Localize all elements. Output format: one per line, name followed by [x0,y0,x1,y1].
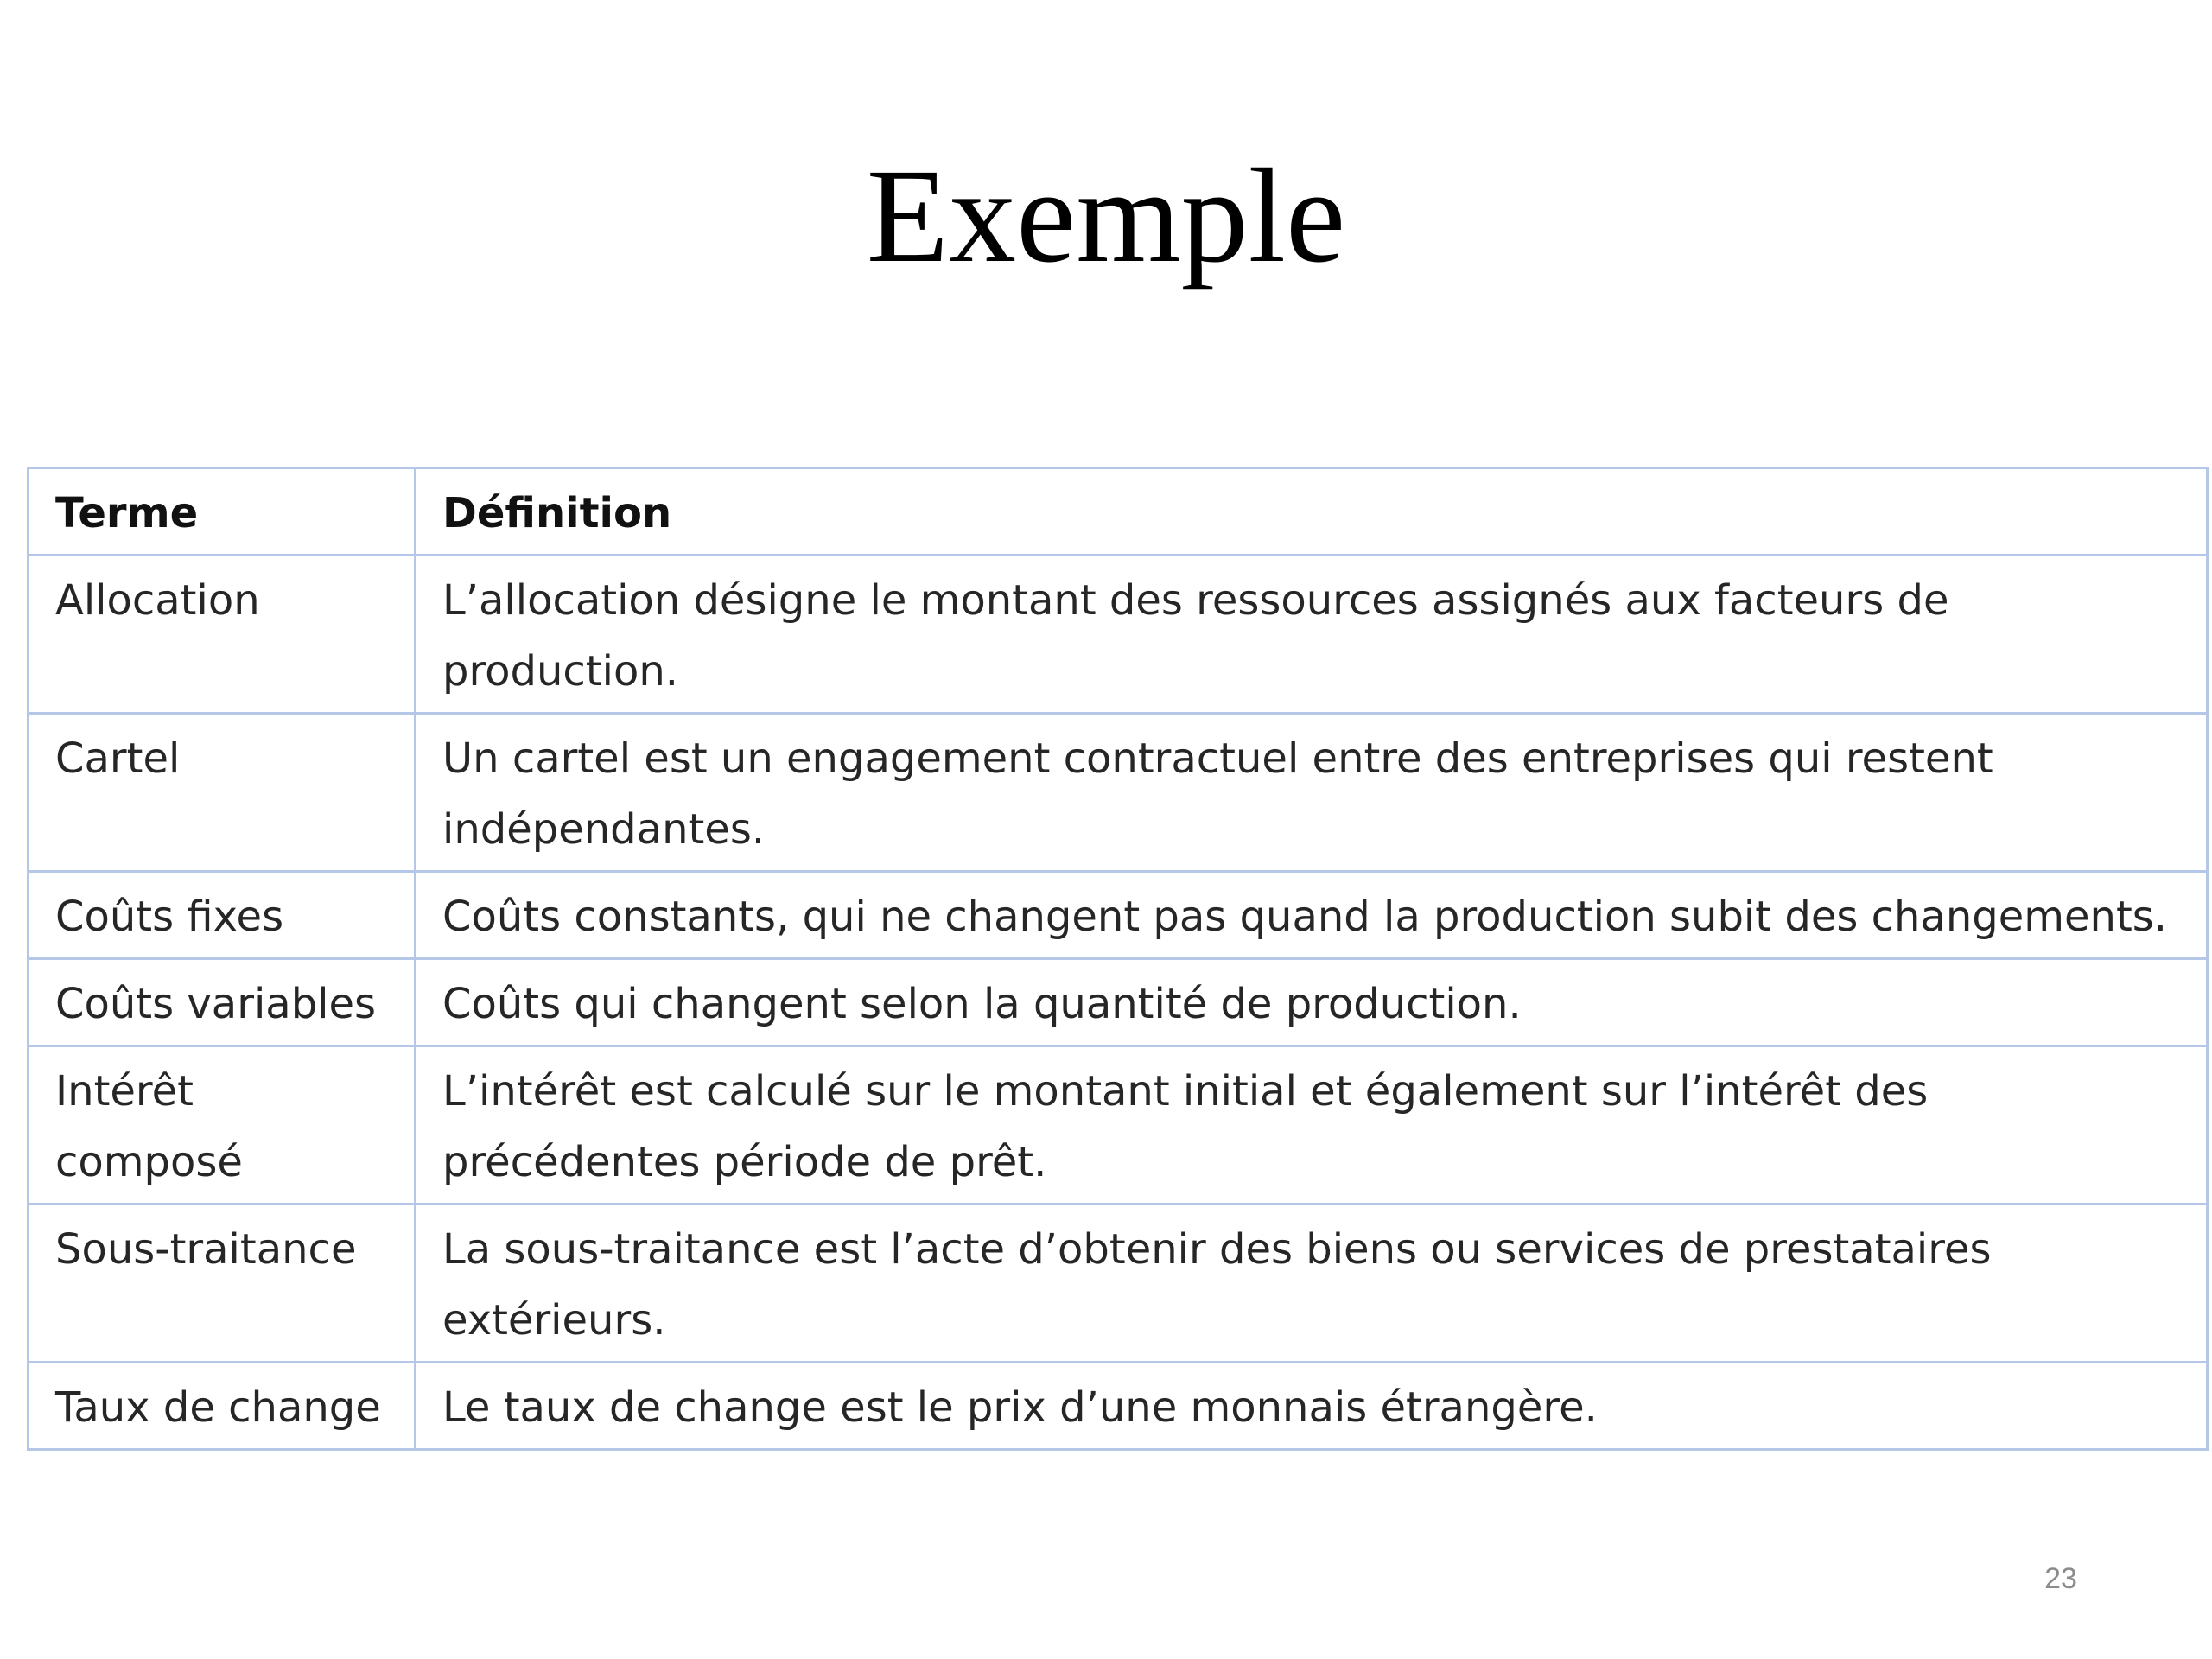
definition-cell: Le taux de change est le prix d’une monnais étrangère. [416,1363,2208,1450]
table-row [29,1205,2208,1363]
term-cell: Coûts fixes [29,872,416,959]
page-number: 23 [2044,1562,2077,1595]
table-row [29,959,2208,1046]
term-cell: Sous-traitance [29,1205,416,1363]
term-cell: Intérêt composé [29,1046,416,1205]
definition-cell: L’allocation désigne le montant des ressources assignés aux facteurs de production. [416,556,2208,714]
header-term: Terme [29,468,416,556]
table-row [29,556,2208,714]
glossary-table [27,467,2209,1451]
header-definition: Définition [416,468,2208,556]
term-cell: Allocation [29,556,416,714]
slide-title: Exemple [866,141,1346,290]
table-row [29,872,2208,959]
table-header-row [29,468,2208,556]
table-row [29,1363,2208,1450]
term-cell: Cartel [29,714,416,872]
table-row [29,714,2208,872]
term-cell: Coûts variables [29,959,416,1046]
definition-cell: Un cartel est un engagement contractuel entre des entreprises qui restent indépendantes. [416,714,2208,872]
definition-cell: La sous-traitance est l’acte d’obtenir des biens ou services de prestataires extérieurs. [416,1205,2208,1363]
definition-cell: Coûts constants, qui ne changent pas quand la production subit des changements. [416,872,2208,959]
definition-cell: Coûts qui changent selon la quantité de production. [416,959,2208,1046]
table-row [29,1046,2208,1205]
term-cell: Taux de change [29,1363,416,1450]
definition-cell: L’intérêt est calculé sur le montant initial et également sur l’intérêt des précédentes période de prêt. [416,1046,2208,1205]
